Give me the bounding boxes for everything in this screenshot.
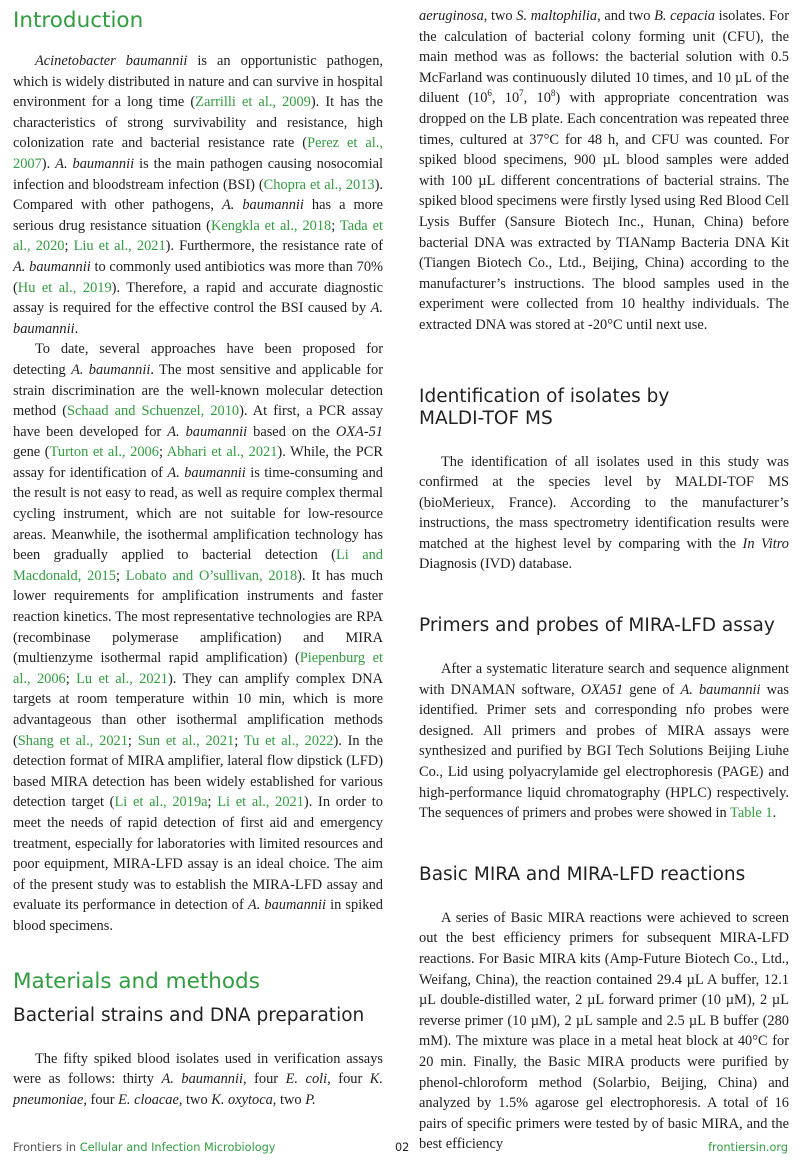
- citation-link[interactable]: Chopra et al., 2013: [263, 176, 375, 193]
- bacterial-strains-paragraph-cont: aeruginosa, two S. maltophilia, and two B. cepacia isolates. For the calculation of bacterial colony forming unit (CFU), the main method was as follows: the bacterial solution with 0.5 McFarland was continuously diluted 10 times, and 10 µL of the diluent ($10^6$, $10^7$, $10^8$) with appropriate concentration was dropped on the LB plate. Each concentration was repeated three times, cultured at 37°C for 48 h, and CFU was counted. For spiked blood specimens, 900 µL blood samples were added with 100 µL different concentrations of bacterial strains. The spiked blood specimens were firstly lysed using Red Blood Cell Lysis Buffer (Sansure Biotech Inc., Hunan, China) before bacterial DNA was extracted by TIANamp Bacteria DNA Kit (Tiangen Biotech Co., Ltd., Beijing, China) according to the manufacturer’s instructions. The blood samples used in the experiment were collected from 10 healthy individuals. The extracted DNA was stored at -20°C until next use.: [419, 8, 790, 333]
- superscript: 7: [519, 88, 524, 99]
- italic-term: In Vitro: [742, 535, 789, 552]
- superscript: 8: [550, 88, 556, 99]
- italic-term: A. baumannii: [167, 423, 248, 440]
- italic-term: S. maltophilia: [516, 8, 598, 24]
- citation-link[interactable]: Zarrilli et al., 2009: [195, 94, 311, 111]
- italic-term: A. baumannii: [167, 464, 246, 481]
- italic-term: B. cepacia: [654, 8, 715, 24]
- italic-term: A. baumannii: [71, 361, 151, 378]
- citation-link[interactable]: Table 1: [730, 805, 773, 822]
- italic-term: K. oxytoca: [211, 1091, 273, 1108]
- left-column: [13, 0, 383, 1110]
- basic-mira-heading: Basic MIRA and MIRA-LFD reactions: [419, 863, 746, 885]
- citation-link[interactable]: Li et al., 2019a: [114, 794, 208, 811]
- italic-term: A. baumannii: [13, 258, 91, 275]
- italic-term: E. cloacae: [118, 1091, 179, 1108]
- citation-link[interactable]: Shang et al., 2021: [17, 732, 128, 749]
- italic-term: A. baumannii: [247, 897, 326, 914]
- bacterial-strains-paragraph: The fifty spiked blood isolates used in verification assays were as follows: thirty A. baumannii, four E. coli, four K. pneumoniae, four E. cloacae, two K. oxytoca, two P.: [13, 1050, 383, 1108]
- italic-term: OXA51: [580, 681, 624, 698]
- materials-methods-heading: Materials and methods: [13, 968, 260, 994]
- identification-heading: Identification of isolates by MALDI-TOF MS: [419, 385, 670, 429]
- italic-term: A. baumannii: [680, 681, 761, 698]
- intro-paragraph-1: Acinetobacter baumannii is an opportunistic pathogen, which is widely distributed in nature and can survive in hospital environment for a long time (Zarrilli et al., 2009). It has the characteristics of strong survivability and resistance, high colonization rate and bacterial resistance rate (Perez et al., 2007). A. baumannii is the main pathogen causing nosocomial infection and bloodstream infection (BSI) (Chopra et al., 2013). Compared with other pathogens, A. baumannii has a more serious drug resistance situation (Kengkla et al., 2018; Tada et al., 2020; Liu et al., 2021). Furthermore, the resistance rate of A. baumannii to commonly used antibiotics was more than 70% (Hu et al., 2019). Therefore, a rapid and accurate diagnostic assay is required for the effective control the BSI caused by A. baumannii.: [13, 53, 384, 337]
- citation-link[interactable]: Lobato and O’sullivan, 2018: [125, 567, 298, 584]
- italic-term: K. pneumoniae: [13, 1071, 383, 1108]
- citation-link[interactable]: Hu et al., 2019: [17, 279, 112, 296]
- italic-term: A. baumannii: [55, 155, 135, 172]
- citation-link[interactable]: Abhari et al., 2021: [166, 444, 278, 461]
- footer-prefix: Frontiers in: [13, 1141, 80, 1154]
- introduction-heading: Introduction: [13, 8, 144, 33]
- citation-link[interactable]: Liu et al., 2021: [73, 238, 166, 255]
- identification-paragraph: The identification of all isolates used in this study was confirmed at the species level by MALDI-TOF MS (bioMerieux, France). According to the manufacturer’s instructions, the mass spectrometry identification results were matched at the highest level by comparing with the In Vitro Diagnosis (IVD) database.: [419, 453, 789, 573]
- intro-paragraph-2: To date, several approaches have been proposed for detecting A. baumannii. The most sensitive and applicable for strain discrimination are the well-known molecular detection method (Schaad and Schuenzel, 2010). At first, a PCR assay have been developed for A. baumannii based on the OXA-51 gene (Turton et al., 2006; Abhari et al., 2021). While, the PCR assay for identification of A. baumannii is time-consuming and the result is not easy to read, as well as require complex thermal cycling instrument, which are not suitable for low-resource areas. Meanwhile, the isothermal amplification technology has been gradually applied to bacterial detection (Li and Macdonald, 2015; Lobato and O’sullivan, 2018). It has much lower requirements for amplification instruments and faster reaction kinetics. The most representative technologies are RPA (recombinase polymerase amplification) and MIRA (multienzyme isothermal rapid amplification) (Piepenburg et al., 2006; Lu et al., 2021). They can amplify complex DNA targets at room temperature within 10 min, which is more advantageous than other isothermal amplification methods (Shang et al., 2021; Sun et al., 2021; Tu et al., 2022). In the detection format of MIRA amplifier, lateral flow dipstick (LFD) based MIRA detection has been widely established for various detection target (Li et al., 2019a; Li et al., 2021). In order to meet the needs of rapid detection of first aid and emergency treatment, especially for laboratories with limited resources and poor equipment, MIRA-LFD assay is an ideal choice. The aim of the present study was to establish the MIRA-LFD assay and evaluate its performance in detection of A. baumannii in spiked blood specimens.: [13, 341, 383, 934]
- italic-term: E. coli: [285, 1071, 328, 1088]
- citation-link[interactable]: Sun et al., 2021: [137, 732, 235, 749]
- italic-term: A. baumannii: [221, 197, 304, 214]
- citation-link[interactable]: Li and Macdonald, 2015: [13, 547, 383, 584]
- footer-journal: [13, 1141, 276, 1154]
- italic-term: aeruginosa: [419, 8, 484, 24]
- bacterial-strains-heading: Bacterial strains and DNA preparation: [13, 1004, 365, 1026]
- citation-link[interactable]: Schaad and Schuenzel, 2010: [67, 403, 240, 420]
- site-link[interactable]: frontiersin.org: [708, 1141, 788, 1154]
- citation-link[interactable]: Kengkla et al., 2018: [210, 217, 332, 234]
- page-number: 02: [395, 1141, 410, 1154]
- citation-link[interactable]: Perez et al., 2007: [13, 135, 383, 172]
- page-footer: [13, 1141, 788, 1161]
- citation-link[interactable]: Tada et al., 2020: [13, 217, 383, 255]
- citation-link[interactable]: Tu et al., 2022: [243, 732, 334, 749]
- superscript: 6: [487, 88, 492, 99]
- primers-probes-heading: Primers and probes of MIRA-LFD assay: [419, 615, 775, 637]
- right-column: [419, 0, 789, 1155]
- citation-link[interactable]: Li et al., 2021: [217, 794, 304, 811]
- primers-probes-paragraph: After a systematic literature search and sequence alignment with DNAMAN software, OXA51 gene of A. baumannii was identified. Primer sets and corresponding nfo probes were designed. All primers and probes of MIRA assays were synthesized and purified by BGI Tech Solutions Beijing Liuhe Co., Lid using polyacrylamide gel electrophoresis (PAGE) and high-performance liquid chromatography (HPLC) respectively. The sequences of primers and probes were showed in Table 1.: [419, 661, 790, 822]
- journal-name: Cellular and Infection Microbiology: [79, 1141, 276, 1154]
- italic-term: P.: [305, 1091, 316, 1108]
- italic-term: A. baumannii: [13, 300, 383, 337]
- italic-term: OXA-51: [335, 423, 383, 440]
- basic-mira-paragraph: A series of Basic MIRA reactions were achieved to screen out the best efficiency primers for subsequent MIRA-LFD reactions. For Basic MIRA kits (Amp-Future Biotech Co., Ltd., Weifang, China), the reaction contained 29.4 µL A buffer, 12.1 µL double-distilled water, 2 µL forward primer (10 µM), 2 µL reverse primer (10 µM), 2 µL sample and 2.5 µL B buffer (280 mM). The mixture was place in a metal heat block at 40°C for 20 min. Finally, the Basic MIRA products were purified by phenol-chloroform method (Solarbio, Beijing, China) and analyzed by 1.5% agarose gel electrophoresis. A total of 16 pairs of specific primers were tested by of basic MIRA, and the best efficiency: [419, 909, 789, 1153]
- italic-term: A. baumannii: [161, 1071, 243, 1088]
- citation-link[interactable]: Lu et al., 2021: [76, 670, 168, 687]
- citation-link[interactable]: Piepenburg et al., 2006: [13, 650, 383, 687]
- italic-term: Acinetobacter baumannii: [35, 53, 188, 69]
- citation-link[interactable]: Turton et al., 2006: [49, 444, 159, 461]
